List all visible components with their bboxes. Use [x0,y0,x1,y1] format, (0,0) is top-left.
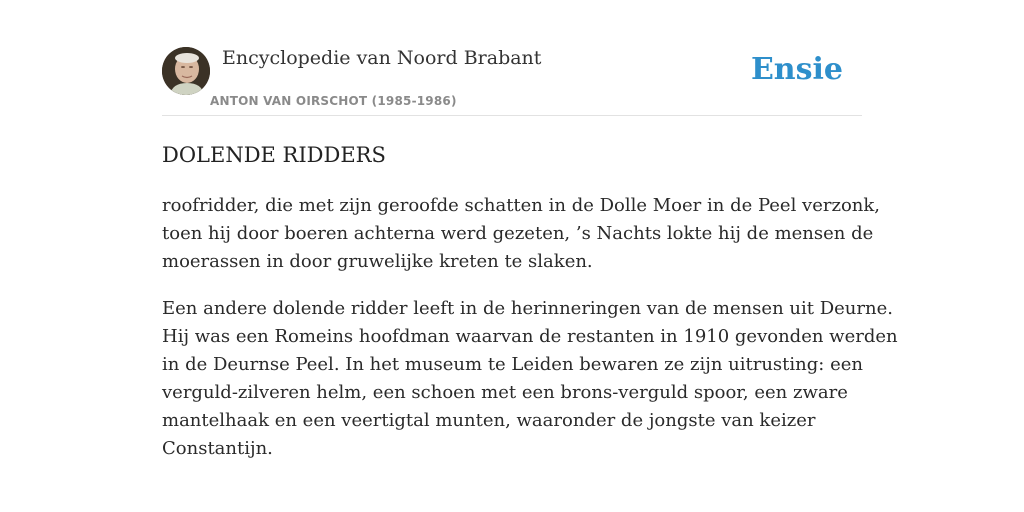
text-line: Constantijn. [162,438,273,459]
paragraph [162,295,898,463]
entry-body [162,192,898,482]
text-line: toen hij door boeren achterna werd gezeten, ’s Nachts lokte hij de mensen de [162,223,874,244]
text-line: mantelhaak en een veertigtal munten, waaronder de jongste van keizer [162,410,816,431]
entry-title: DOLENDE RIDDERS [162,143,386,167]
paragraph [162,192,881,276]
source-title[interactable]: Encyclopedie van Noord Brabant [222,47,542,69]
text-line: in de Deurnse Peel. In het museum te Leiden bewaren ze zijn uitrusting: een [162,354,863,375]
text-line: Hij was een Romeins hoofdman waarvan de restanten in 1910 gevonden werden [162,326,898,347]
text-line: roofridder, die met zijn geroofde schatten in de Dolle Moer in de Peel verzonk, [162,195,881,216]
source-header [162,46,862,116]
brand-logo[interactable]: Ensie [750,52,843,87]
author-name[interactable]: ANTON VAN OIRSCHOT (1985-1986) [210,94,457,108]
text-line: moerassen in door gruwelijke kreten te slaken. [162,251,593,272]
text-line: verguld-zilveren helm, een schoen met een brons-verguld spoor, een zware [162,382,848,403]
text-line: Een andere dolende ridder leeft in de herinneringen van de mensen uit Deurne. [162,298,893,319]
author-avatar [162,47,210,95]
